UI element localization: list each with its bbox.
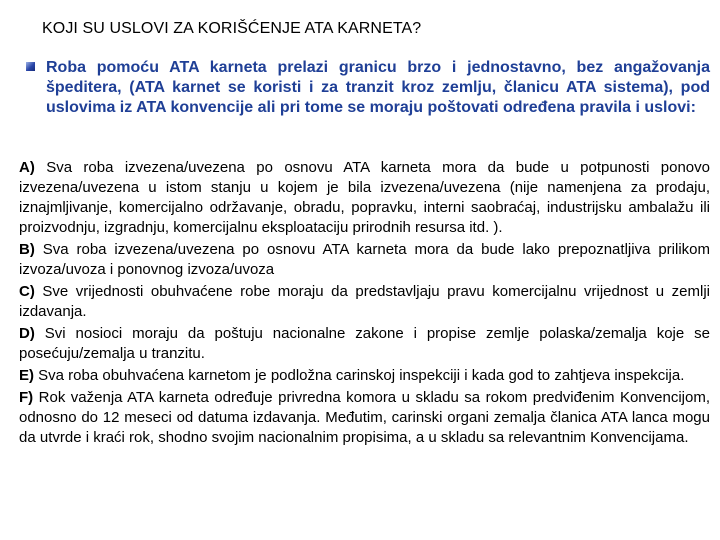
condition-a <box>19 158 710 238</box>
condition-letter: D) <box>19 325 35 342</box>
condition-d <box>19 324 710 364</box>
square-bullet-icon <box>26 62 35 71</box>
condition-letter: B) <box>19 241 35 258</box>
condition-letter: A) <box>19 159 35 176</box>
conditions-list <box>19 158 710 450</box>
condition-text: Sva roba obuhvaćena karnetom je podložna carinskoj inspekciji i kada god to zahtjeva inspekcija. <box>34 367 685 384</box>
page-title: KOJI SU USLOVI ZA KORIŠĆENJE ATA KARNETA? <box>42 20 422 37</box>
condition-text: Svi nosioci moraju da poštuju nacionalne zakone i propise zemlje polaska/zemalja koje se posećuju/zemalja u tranzitu. <box>19 325 710 362</box>
condition-e <box>19 366 710 386</box>
condition-f <box>19 388 710 448</box>
intro-text: Roba pomoću ATA karneta prelazi granicu brzo i jednostavno, bez angažovanja špeditera, (ATA karnet se koristi i za tranzit kroz zemlju, članicu ATA sistema), pod uslovima iz ATA konvencije ali pri tome se moraju poštovati određena pravila i uslovi: <box>46 59 710 116</box>
condition-text: Rok važenja ATA karneta određuje privredna komora u skladu sa rokom predviđenim Konvencijom, odnosno do 12 meseci od datuma izdavanja. Međutim, carinski organi zemalja članica ATA lanca mogu da utvrde i kraći rok, shodno svojim nacionalnim propisima, a u skladu sa relevantnim Konvencijama. <box>19 389 710 446</box>
condition-letter: E) <box>19 367 34 384</box>
condition-letter: F) <box>19 389 34 406</box>
condition-c <box>19 282 710 322</box>
condition-b <box>19 240 710 280</box>
condition-text: Sva roba izvezena/uvezena po osnovu ATA karneta mora da bude u potpunosti ponovo izvezena/uvezena u istom stanju u kojem je bila izvezena/uvezena (nije namenjena za prodaju, iznajmljivanje, komercijalno održavanje, obradu, popravku, interni saobraćaj, industrijsku ambalažu ili proizvodnju, izgradnju, komercijalnu eksploataciju prirodnih resursa itd. ). <box>19 159 710 236</box>
condition-text: Sva roba izvezena/uvezena po osnovu ATA karneta mora da bude lako prepoznatljiva prilikom izvoza/uvoza i ponovnog izvoza/uvoza <box>19 241 710 278</box>
condition-text: Sve vrijednosti obuhvaćene robe moraju da predstavljaju pravu komercijalnu vrijednost u zemlji izdavanja. <box>19 283 710 320</box>
intro-bullet <box>26 58 710 118</box>
condition-letter: C) <box>19 283 35 300</box>
